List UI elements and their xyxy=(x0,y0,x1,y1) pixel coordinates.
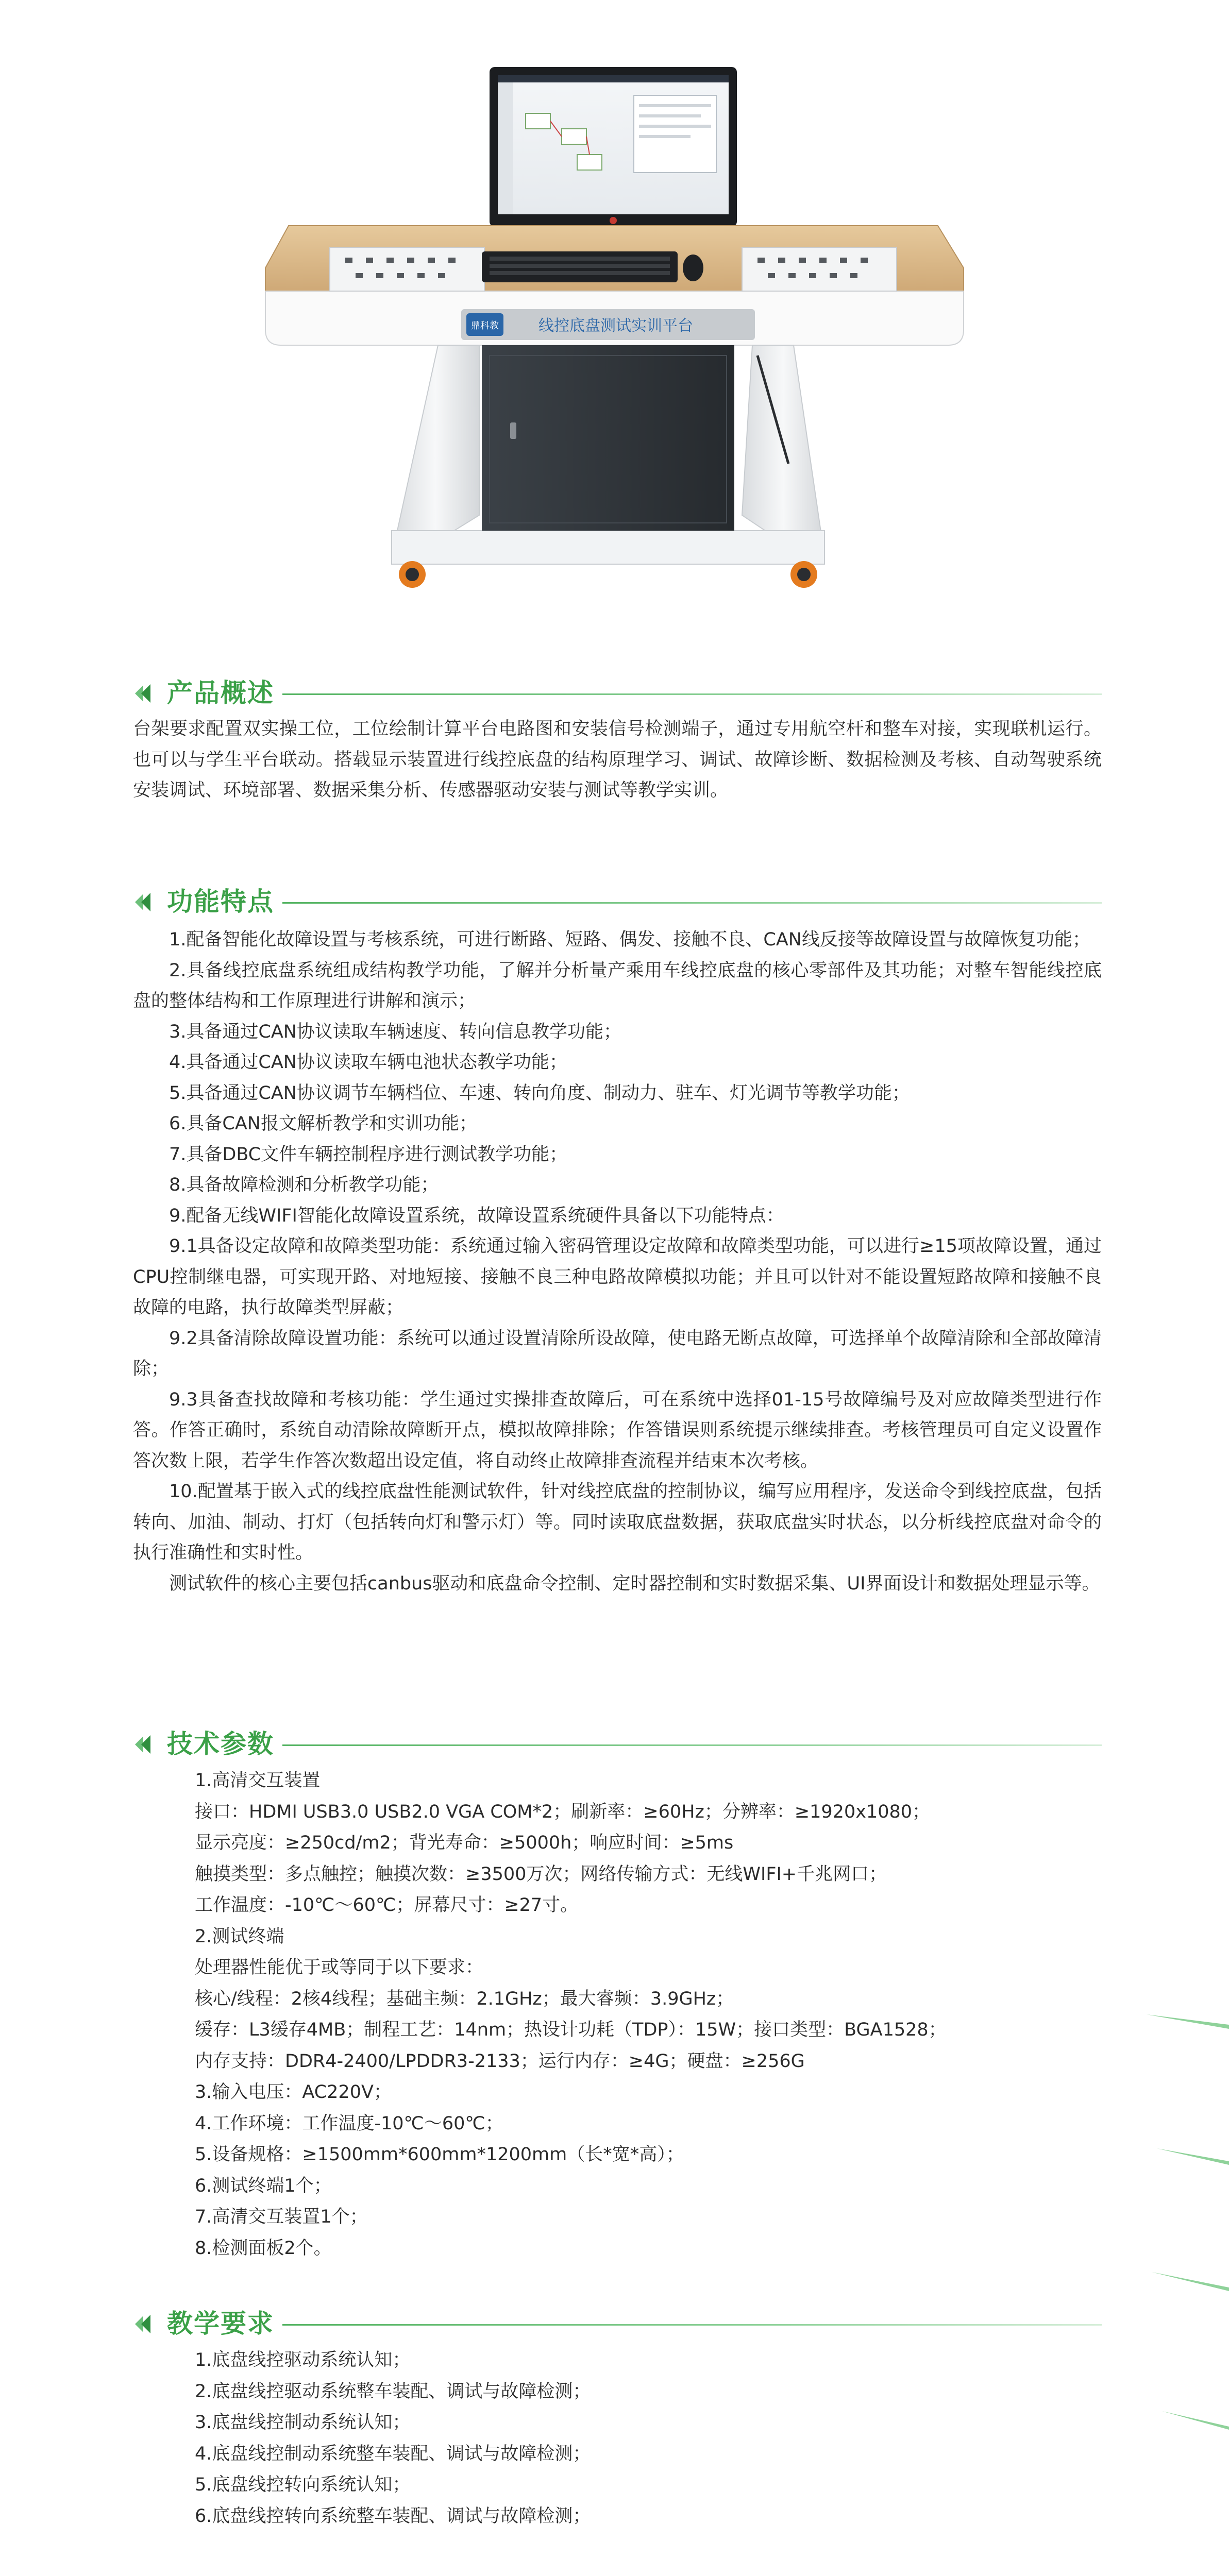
spec-line: 核心/线程：2核4线程；基础主频：2.1GHz；最大睿频：3.9GHz； xyxy=(195,1988,734,2009)
list-item: 1.配备智能化故障设置与考核系统，可进行断路、短路、偶发、接触不良、CAN线反接等故障设置与故障恢复功能； xyxy=(169,929,1090,950)
list-item: 9.配备无线WIFI智能化故障设置系统，故障设置系统硬件具备以下功能特点： xyxy=(169,1205,784,1226)
teaching-line: 1.底盘线控驱动系统认知； xyxy=(195,2350,411,2370)
list-item: 2.具备线控底盘系统组成结构教学功能，了解并分析量产乘用车线控底盘的核心零部件及其功能；对整车智能线控底盘的整体结构和工作原理进行讲解和演示； xyxy=(133,960,1102,1011)
spec-line: 缓存：L3缓存4MB；制程工艺：14nm；热设计功耗（TDP）：15W；接口类型：BGA1528； xyxy=(195,2020,947,2040)
teaching-line: 6.底盘线控转向系统整车装配、调试与故障检测； xyxy=(195,2505,591,2527)
leaf-icon xyxy=(133,891,162,913)
overview-text: 台架要求配置双实操工位，工位绘制计算平台电路图和安装信号检测端子，通过专用航空杆和整车对接，实现联机运行。也可以与学生平台联动。搭载显示装置进行线控底盘的结构原理学习、调试、故障诊断、数据检测及考核、自动驾驶系统安装调试、环境部署、数据采集分析、传感器驱动安装与测试等教学实训。 xyxy=(133,719,1102,801)
section-divider xyxy=(282,2324,1102,2326)
leaf-icon xyxy=(133,1733,162,1756)
touch-monitor xyxy=(490,67,737,232)
leaf-icon xyxy=(133,682,162,705)
section-header xyxy=(133,884,1102,920)
specs-section xyxy=(133,1726,1102,2264)
features-list xyxy=(133,925,1102,1599)
features-section xyxy=(133,884,1102,1599)
logo-text: 鼎科教 xyxy=(471,320,499,331)
list-item: 8.具备故障检测和分析教学功能； xyxy=(169,1175,439,1195)
specs-list xyxy=(133,1765,1102,2264)
section-title: 技术参数 xyxy=(167,1729,274,1759)
section-header xyxy=(133,2306,1102,2342)
section-divider xyxy=(282,693,1102,695)
spec-line: 3.输入电压：AC220V； xyxy=(195,2082,392,2103)
cabinet-lock-icon xyxy=(510,422,516,439)
list-item: 6.具备CAN报文解析教学和实训功能； xyxy=(169,1113,477,1134)
spec-line: 接口：HDMI USB3.0 USB2.0 VGA COM*2；刷新率：≥60Hz；分辨率：≥1920x1080； xyxy=(195,1801,931,1822)
teaching-line: 3.底盘线控制动系统认知； xyxy=(195,2412,411,2433)
spec-line: 5.设备规格：≥1500mm*600mm*1200mm（长*宽*高）； xyxy=(195,2144,684,2165)
spec-line: 触摸类型：多点触控；触摸次数：≥3500万次；网络传输方式：无线WIFI+千兆网口； xyxy=(195,1863,887,1885)
spec-line: 显示亮度：≥250cd/m2；背光寿命：≥5000h；响应时间：≥5ms xyxy=(195,1833,734,1853)
spec-line: 8.检测面板2个。 xyxy=(195,2238,332,2259)
banner-text: 线控底盘测试实训平台 xyxy=(538,317,693,335)
section-divider xyxy=(282,902,1102,904)
spec-line: 7.高清交互装置1个； xyxy=(195,2207,368,2227)
section-title: 教学要求 xyxy=(167,2309,274,2338)
section-title: 产品概述 xyxy=(167,678,274,708)
section-header xyxy=(133,675,1102,711)
cabinet xyxy=(482,345,734,531)
teaching-line: 4.底盘线控制动系统整车装配、调试与故障检测； xyxy=(195,2443,591,2464)
teaching-line: 2.底盘线控驱动系统整车装配、调试与故障检测； xyxy=(195,2381,591,2402)
list-item: 3.具备通过CAN协议读取车辆速度、转向信息教学功能； xyxy=(169,1021,621,1042)
spec-line: 工作温度：-10℃～60℃；屏幕尺寸：≥27寸。 xyxy=(195,1895,579,1916)
spec-line: 6.测试终端1个； xyxy=(195,2175,332,2196)
spec-line: 处理器性能优于或等同于以下要求： xyxy=(195,1957,484,1978)
section-divider xyxy=(282,1744,1102,1746)
section-title: 功能特点 xyxy=(167,887,274,917)
list-item: 4.具备通过CAN协议读取车辆电池状态教学功能； xyxy=(169,1052,567,1073)
list-item: 9.1具备设定故障和故障类型功能：系统通过输入密码管理设定故障和故障类型功能，可以进行≥15项故障设置，通过CPU控制继电器，可实现开路、对地短接、接触不良三种电路故障模拟功能；并且可以针对不能设置短路故障和接触不良故障的电路，执行故障类型屏蔽； xyxy=(133,1236,1102,1318)
product-illustration xyxy=(0,0,1229,608)
spec-line: 内存支持：DDR4-2400/LPDDR3-2133；运行内存：≥4G；硬盘：≥256G xyxy=(195,2050,805,2072)
caster-wheels xyxy=(399,561,817,588)
decorative-streaks xyxy=(1147,1984,1229,2447)
section-header xyxy=(133,1726,1102,1762)
list-item: 9.3具备查找故障和考核功能：学生通过实操排查故障后，可在系统中选择01-15号故障编号及对应故障类型进行作答。作答正确时，系统自动清除故障断开点，模拟故障排除；作答错误则系统提示继续排查。考核管理员可自定义设置作答次数上限，若学生作答次数超出设定值，将自动终止故障排查流程并结束本次考核。 xyxy=(133,1389,1102,1471)
list-item: 7.具备DBC文件车辆控制程序进行测试教学功能； xyxy=(169,1144,568,1165)
banner-plate xyxy=(461,309,755,340)
teaching-line: 5.底盘线控转向系统认知； xyxy=(195,2475,411,2495)
leaf-icon xyxy=(133,2313,162,2335)
list-item: 9.2具备清除故障设置功能：系统可以通过设置清除所设故障，使电路无断点故障，可选择单个故障清除和全部故障清除； xyxy=(133,1328,1102,1379)
list-item: 10.配置基于嵌入式的线控底盘性能测试软件，针对线控底盘的控制协议，编写应用程序，发送命令到线控底盘，包括转向、加油、制动、打灯（包括转向灯和警示灯）等。同时读取底盘数据，获取底盘实时状态，以分析线控底盘对命令的执行准确性和实时性。 xyxy=(133,1481,1102,1563)
teaching-list xyxy=(133,2345,1102,2532)
overview-section xyxy=(133,675,1102,806)
spec-line: 4.工作环境：工作温度-10℃～60℃； xyxy=(195,2113,503,2134)
teaching-section xyxy=(133,2306,1102,2532)
list-item: 测试软件的核心主要包括canbus驱动和底盘命令控制、定时器控制和实时数据采集、UI界面设计和数据处理显示等。 xyxy=(169,1573,1100,1594)
spec-line: 2.测试终端 xyxy=(195,1926,284,1947)
spec-line: 1.高清交互装置 xyxy=(195,1770,321,1791)
list-item: 5.具备通过CAN协议调节车辆档位、车速、转向角度、制动力、驻车、灯光调节等教学功能； xyxy=(169,1082,910,1104)
mouse xyxy=(683,255,703,281)
